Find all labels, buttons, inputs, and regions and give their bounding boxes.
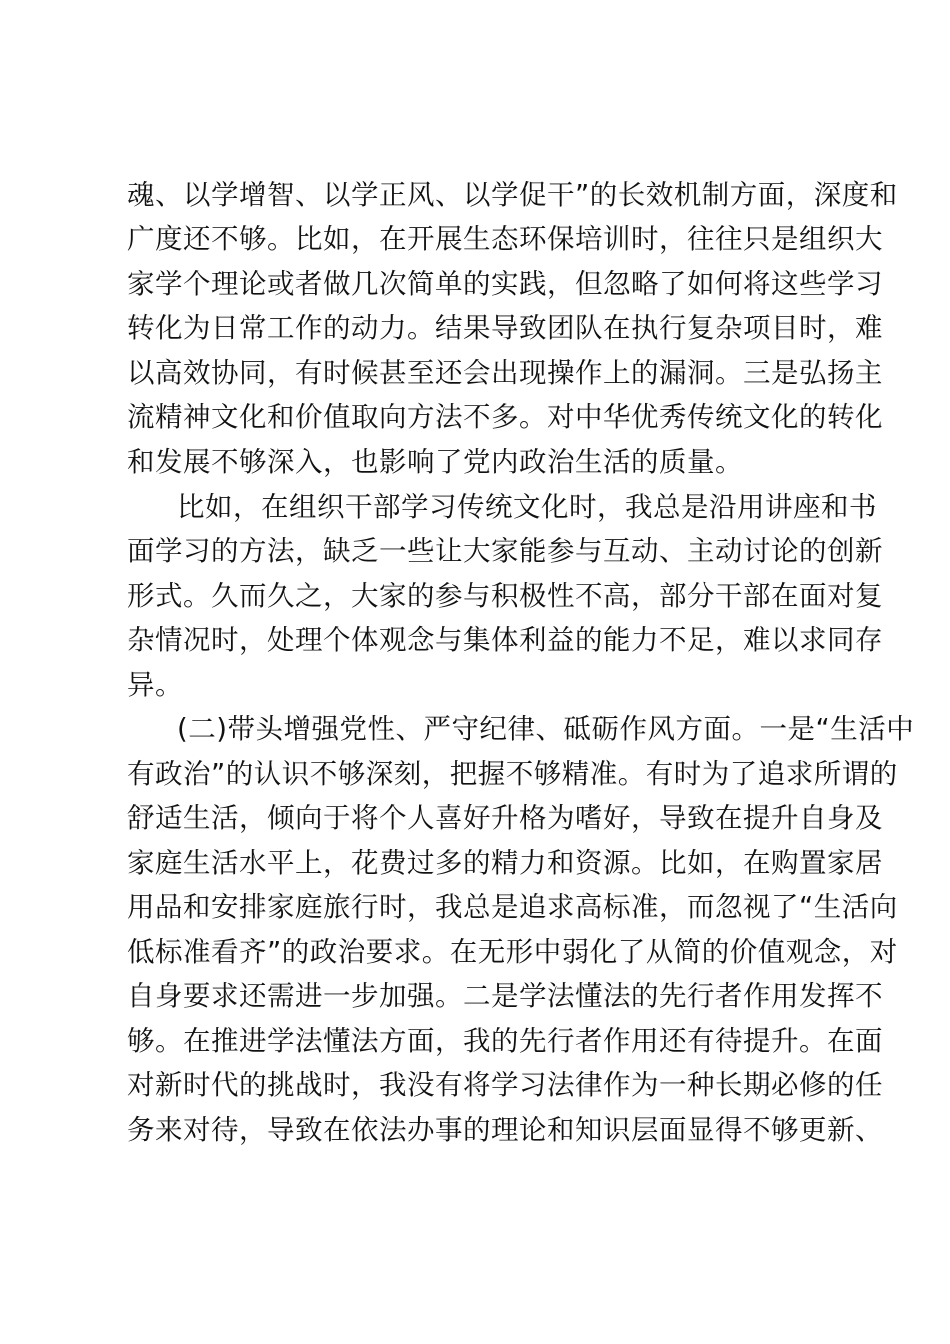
text-line: 广度还不够。比如，在开展生态环保培训时，往往只是组织大 (127, 223, 883, 255)
text-line: 自身要求还需进一步加强。二是学法懂法的先行者作用发挥不 (127, 980, 883, 1012)
text-line: 低标准看齐”的政治要求。在无形中弱化了从简的价值观念，对 (127, 936, 898, 968)
text-line: 面学习的方法，缺乏一些让大家能参与互动、主动讨论的创新 (127, 535, 883, 567)
text-line: 够。在推进学法懂法方面，我的先行者作用还有待提升。在面 (127, 1025, 883, 1057)
text-line: 形式。久而久之，大家的参与积极性不高，部分干部在面对复 (127, 580, 883, 612)
text-line: 对新时代的挑战时，我没有将学习法律作为一种长期必修的任 (127, 1069, 883, 1101)
text-line: 有政治”的认识不够深刻，把握不够精准。有时为了追求所谓的 (127, 758, 898, 790)
text-line: 家庭生活水平上，花费过多的精力和资源。比如，在购置家居 (127, 847, 883, 879)
text-line: 务来对待，导致在依法办事的理论和知识层面显得不够更新、 (127, 1114, 883, 1146)
text-line: 杂情况时，处理个体观念与集体利益的能力不足，难以求同存 (127, 624, 883, 656)
paragraph-first-line: 比如，在组织干部学习传统文化时，我总是沿用讲座和书 (177, 491, 877, 523)
text-line: 家学个理论或者做几次简单的实践，但忽略了如何将这些学习 (127, 268, 883, 300)
text-line: 舒适生活，倾向于将个人喜好升格为嗜好，导致在提升自身及 (127, 802, 883, 834)
text-line: 转化为日常工作的动力。结果导致团队在执行复杂项目时，难 (127, 312, 883, 344)
text-line: 以高效协同，有时候甚至还会出现操作上的漏洞。三是弘扬主 (127, 357, 883, 389)
paragraph-first-line: (二)带头增强党性、严守纪律、砥砺作风方面。一是“生活中 (177, 713, 915, 745)
text-line: 用品和安排家庭旅行时，我总是追求高标准，而忽视了“生活向 (127, 891, 898, 923)
text-line: 异。 (127, 669, 183, 701)
text-line: 魂、以学增智、以学正风、以学促干”的长效机制方面，深度和 (127, 179, 898, 211)
text-line: 和发展不够深入，也影响了党内政治生活的质量。 (127, 446, 743, 478)
text-line: 流精神文化和价值取向方法不多。对中华优秀传统文化的转化 (127, 401, 883, 433)
